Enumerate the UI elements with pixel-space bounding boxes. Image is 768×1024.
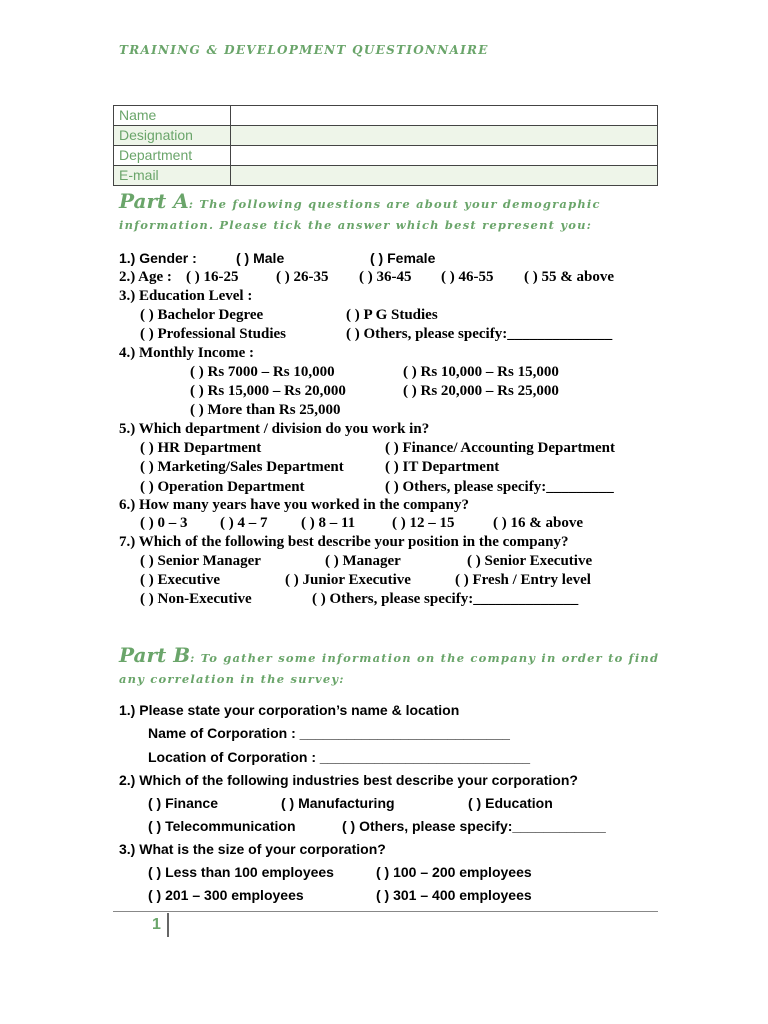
a-q3-option-pg[interactable]: ( ) P G Studies: [346, 307, 438, 323]
a-q3-option-professional[interactable]: ( ) Professional Studies: [140, 326, 286, 342]
a-q5-option-marketing[interactable]: ( ) Marketing/Sales Department: [140, 459, 344, 475]
a-q4-option-1[interactable]: ( ) Rs 7000 – Rs 10,000: [190, 364, 335, 380]
a-q5-option-others[interactable]: ( ) Others, please specify:_________: [385, 479, 614, 495]
b-q1-label: 1.) Please state your corporation’s name & location: [119, 702, 460, 718]
info-value-department[interactable]: [231, 146, 658, 166]
part-a-desc-line2: information. Please tick the answer which best represent you:: [119, 218, 593, 232]
respondent-info-table: [113, 105, 658, 186]
b-q2-option-telecom[interactable]: ( ) Telecommunication: [148, 818, 296, 834]
a-q6-option-4[interactable]: ( ) 12 – 15: [392, 515, 455, 531]
page-number-bar: [167, 913, 169, 937]
a-q4-option-2[interactable]: ( ) Rs 10,000 – Rs 15,000: [403, 364, 559, 380]
a-q4-option-3[interactable]: ( ) Rs 15,000 – Rs 20,000: [190, 383, 346, 399]
info-value-name[interactable]: [231, 106, 658, 126]
a-q3-option-bachelor[interactable]: ( ) Bachelor Degree: [140, 307, 264, 323]
b-q3-option-4[interactable]: ( ) 301 – 400 employees: [376, 887, 532, 903]
part-b-desc-line2: any correlation in the survey:: [119, 672, 345, 686]
a-q6-option-3[interactable]: ( ) 8 – 11: [301, 515, 356, 531]
info-row-department: [114, 146, 658, 166]
a-q7-option-manager[interactable]: ( ) Manager: [325, 553, 401, 569]
a-q7-option-non-executive[interactable]: ( ) Non-Executive: [140, 591, 252, 607]
part-a-desc-line1: : The following questions are about your demographic: [188, 197, 601, 211]
a-q5-option-hr[interactable]: ( ) HR Department: [140, 440, 262, 456]
a-q2-option-3[interactable]: ( ) 36-45: [359, 269, 412, 285]
a-q2-label: 2.) Age :: [119, 269, 172, 285]
a-q1-option-male[interactable]: ( ) Male: [236, 250, 285, 266]
a-q5-option-finance[interactable]: ( ) Finance/ Accounting Department: [385, 440, 615, 456]
part-a-heading: [119, 189, 601, 213]
part-b-heading: [119, 643, 659, 667]
a-q3-option-others[interactable]: ( ) Others, please specify:______________: [346, 326, 613, 342]
info-row-name: [114, 106, 658, 126]
a-q7-option-junior-executive[interactable]: ( ) Junior Executive: [285, 572, 411, 588]
a-q6-option-2[interactable]: ( ) 4 – 7: [220, 515, 268, 531]
a-q6-option-1[interactable]: ( ) 0 – 3: [140, 515, 188, 531]
b-q2-option-education[interactable]: ( ) Education: [468, 795, 553, 811]
a-q7-option-executive[interactable]: ( ) Executive: [140, 572, 220, 588]
b-q3-option-3[interactable]: ( ) 201 – 300 employees: [148, 887, 304, 903]
a-q2-option-2[interactable]: ( ) 26-35: [276, 269, 329, 285]
part-b-title: Part B: [119, 643, 191, 667]
a-q7-option-senior-executive[interactable]: ( ) Senior Executive: [467, 553, 593, 569]
info-row-email: [114, 166, 658, 186]
info-label-department: Department: [114, 146, 231, 166]
a-q6-option-5[interactable]: ( ) 16 & above: [493, 515, 583, 531]
a-q7-option-others[interactable]: ( ) Others, please specify:______________: [312, 591, 579, 607]
b-q3-option-2[interactable]: ( ) 100 – 200 employees: [376, 864, 532, 880]
a-q3-label: 3.) Education Level :: [119, 288, 253, 304]
info-row-designation: [114, 126, 658, 146]
b-q3-option-1[interactable]: ( ) Less than 100 employees: [148, 864, 334, 880]
a-q2-option-5[interactable]: ( ) 55 & above: [524, 269, 614, 285]
a-q2-option-1[interactable]: ( ) 16-25: [186, 269, 239, 285]
b-q2-option-others[interactable]: ( ) Others, please specify:____________: [342, 818, 606, 834]
part-a-title: Part A: [119, 189, 189, 213]
a-q1-option-female[interactable]: ( ) Female: [370, 250, 436, 266]
page-number: 1: [152, 916, 161, 933]
b-q2-label: 2.) Which of the following industries best describe your corporation?: [119, 772, 578, 788]
b-q1-location-field[interactable]: Location of Corporation : ___________________________: [148, 749, 531, 765]
a-q5-option-operation[interactable]: ( ) Operation Department: [140, 479, 305, 495]
info-label-name: Name: [114, 106, 231, 126]
a-q5-option-it[interactable]: ( ) IT Department: [385, 459, 500, 475]
info-label-email: E-mail: [114, 166, 231, 186]
a-q1-label: 1.) Gender :: [119, 250, 197, 266]
a-q7-option-senior-manager[interactable]: ( ) Senior Manager: [140, 553, 261, 569]
b-q2-option-manufacturing[interactable]: ( ) Manufacturing: [281, 795, 395, 811]
b-q1-name-field[interactable]: Name of Corporation : ___________________________: [148, 725, 510, 741]
b-q3-label: 3.) What is the size of your corporation?: [119, 841, 386, 857]
a-q4-option-4[interactable]: ( ) Rs 20,000 – Rs 25,000: [403, 383, 559, 399]
a-q2-option-4[interactable]: ( ) 46-55: [441, 269, 494, 285]
a-q7-label: 7.) Which of the following best describe your position in the company?: [119, 534, 569, 550]
document-header: TRAINING & DEVELOPMENT QUESTIONNAIRE: [119, 43, 489, 57]
a-q5-label: 5.) Which department / division do you work in?: [119, 421, 430, 437]
info-value-email[interactable]: [231, 166, 658, 186]
a-q6-label: 6.) How many years have you worked in the company?: [119, 497, 470, 513]
a-q4-option-5[interactable]: ( ) More than Rs 25,000: [190, 402, 341, 418]
b-q2-option-finance[interactable]: ( ) Finance: [148, 795, 219, 811]
a-q4-label: 4.) Monthly Income :: [119, 345, 254, 361]
part-b-desc-line1: : To gather some information on the company in order to find: [190, 651, 660, 665]
a-q7-option-fresh[interactable]: ( ) Fresh / Entry level: [455, 572, 591, 588]
info-label-designation: Designation: [114, 126, 231, 146]
info-value-designation[interactable]: [231, 126, 658, 146]
footer-divider: [113, 911, 658, 912]
